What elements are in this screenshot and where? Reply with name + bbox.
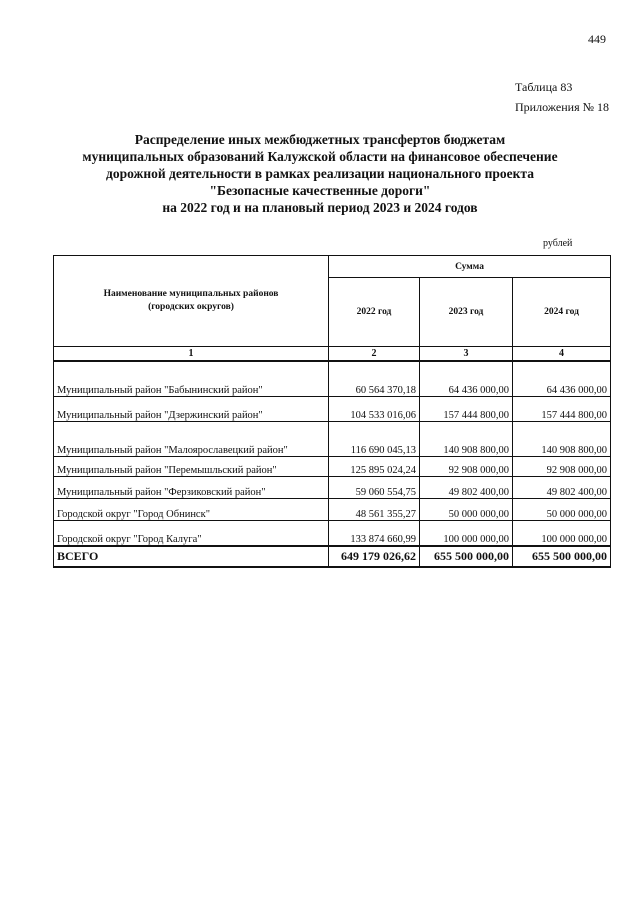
total-2022: 649 179 026,62 — [329, 546, 420, 567]
district-name: Городской округ "Город Обнинск" — [54, 499, 329, 521]
appendix-reference: Приложения № 18 — [515, 100, 610, 114]
value-2024: 140 908 800,00 — [513, 422, 611, 457]
column-number: 2 — [329, 347, 420, 362]
column-number: 4 — [513, 347, 611, 362]
total-2023: 655 500 000,00 — [420, 546, 513, 567]
value-2024: 100 000 000,00 — [513, 521, 611, 547]
header-year-2023: 2023 год — [420, 278, 513, 347]
title-line: "Безопасные качественные дороги" — [209, 183, 431, 198]
value-2024: 49 802 400,00 — [513, 477, 611, 499]
value-2024: 157 444 800,00 — [513, 397, 611, 422]
header-name-line: (городских округов) — [148, 302, 234, 312]
column-number: 1 — [54, 347, 329, 362]
table-row — [54, 499, 611, 521]
table-row — [54, 477, 611, 499]
value-2023: 64 436 000,00 — [420, 361, 513, 397]
value-2022: 125 895 024,24 — [329, 457, 420, 477]
value-2023: 100 000 000,00 — [420, 521, 513, 547]
value-2022: 48 561 355,27 — [329, 499, 420, 521]
value-2022: 104 533 016,06 — [329, 397, 420, 422]
district-name: Муниципальный район "Ферзиковский район" — [54, 477, 329, 499]
title-line: муниципальных образований Калужской области на финансовое обеспечение — [82, 149, 558, 164]
title-line: дорожной деятельности в рамках реализации национального проекта — [106, 166, 534, 181]
header-name-line: Наименование муниципальных районов — [103, 289, 279, 299]
title-line: Распределение иных межбюджетных трансфертов бюджетам — [134, 132, 506, 147]
value-2022: 116 690 045,13 — [329, 422, 420, 457]
transfers-table — [53, 255, 611, 568]
district-name: Городской округ "Город Калуга" — [54, 521, 329, 547]
table-row — [54, 397, 611, 422]
value-2022: 60 564 370,18 — [329, 361, 420, 397]
header-row-sum — [54, 256, 611, 278]
table-reference: Таблица 83 — [515, 80, 573, 94]
column-number-row — [54, 347, 611, 362]
value-2023: 49 802 400,00 — [420, 477, 513, 499]
total-2024: 655 500 000,00 — [513, 546, 611, 567]
total-row — [54, 546, 611, 567]
table-row — [54, 361, 611, 397]
header-sum: Сумма — [329, 256, 611, 278]
document-title — [20, 131, 620, 216]
value-2022: 59 060 554,75 — [329, 477, 420, 499]
header-year-2022: 2022 год — [329, 278, 420, 347]
header-name-column — [54, 256, 329, 347]
value-2023: 140 908 800,00 — [420, 422, 513, 457]
value-2024: 92 908 000,00 — [513, 457, 611, 477]
value-2024: 50 000 000,00 — [513, 499, 611, 521]
table-row — [54, 521, 611, 547]
value-2024: 64 436 000,00 — [513, 361, 611, 397]
value-2022: 133 874 660,99 — [329, 521, 420, 547]
column-number: 3 — [420, 347, 513, 362]
value-2023: 50 000 000,00 — [420, 499, 513, 521]
district-name: Муниципальный район "Малоярославецкий район" — [54, 422, 329, 457]
title-line: на 2022 год и на плановый период 2023 и 2024 годов — [162, 200, 478, 215]
header-year-2024: 2024 год — [513, 278, 611, 347]
district-name: Муниципальный район "Дзержинский район" — [54, 397, 329, 422]
table-row — [54, 457, 611, 477]
page-number: 449 — [588, 32, 606, 46]
value-2023: 92 908 000,00 — [420, 457, 513, 477]
district-name: Муниципальный район "Бабынинский район" — [54, 361, 329, 397]
district-name: Муниципальный район "Перемышльский район" — [54, 457, 329, 477]
units-label: рублей — [543, 238, 573, 249]
total-label: ВСЕГО — [54, 546, 329, 567]
table-row — [54, 422, 611, 457]
value-2023: 157 444 800,00 — [420, 397, 513, 422]
